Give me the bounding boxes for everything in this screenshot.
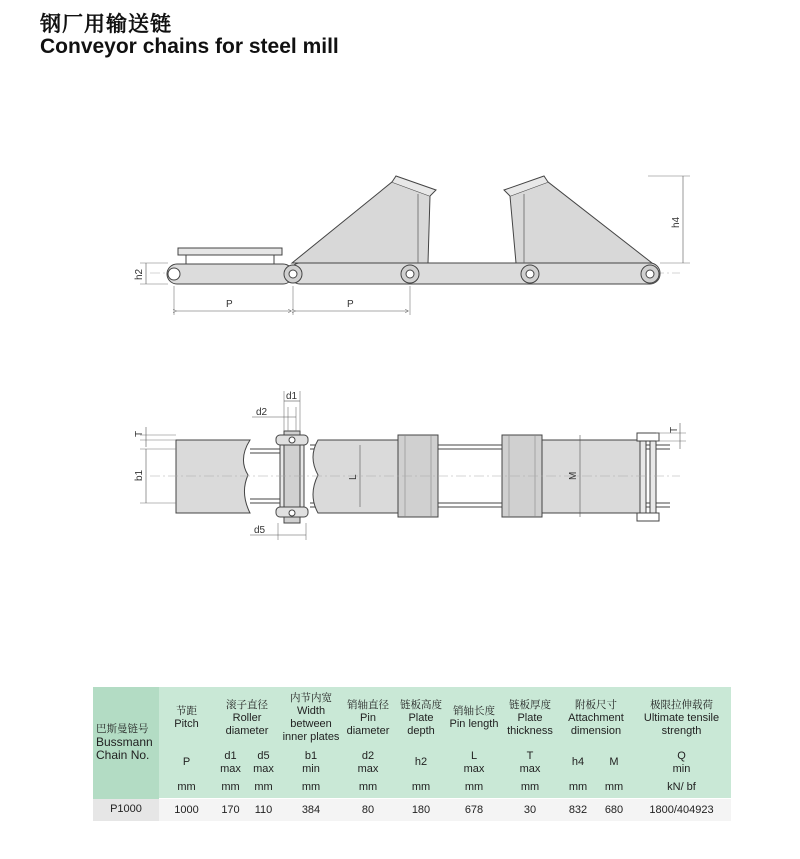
table-row bbox=[93, 799, 731, 822]
symbol-cell: d1 max bbox=[214, 749, 247, 776]
unit-cell: mm bbox=[342, 776, 394, 799]
column-header-pin-dia: 销轴直径 Pin diameter bbox=[342, 687, 394, 749]
unit-cell: kN/ bf bbox=[632, 776, 731, 799]
unit-cell: mm bbox=[280, 776, 342, 799]
chain-no-cn: 巴斯曼链号 bbox=[96, 723, 149, 736]
page-title-cn: 钢厂用输送链 bbox=[40, 12, 172, 36]
column-header-plate-depth: 链板高度 Plate depth bbox=[394, 687, 448, 749]
dim-label-d5: d5 bbox=[254, 525, 266, 536]
unit-cell: mm bbox=[596, 776, 632, 799]
dim-label-d2: d2 bbox=[256, 407, 268, 418]
chain-plate-right bbox=[542, 440, 640, 513]
column-header-plate-thickness: 链板厚度 Plate thickness bbox=[500, 687, 560, 749]
data-cell: 180 bbox=[394, 799, 448, 822]
chain-no-header bbox=[93, 687, 159, 799]
roller bbox=[401, 265, 419, 283]
chain-no-en-2: Chain No. bbox=[96, 748, 150, 763]
column-header-roller: 滚子直径 Roller diameter bbox=[214, 687, 280, 749]
symbol-cell: P bbox=[159, 749, 214, 776]
roller bbox=[641, 265, 659, 283]
dim-label-l: L bbox=[348, 474, 359, 480]
symbol-cell: d2 max bbox=[342, 749, 394, 776]
flat-attachment-plate bbox=[178, 248, 282, 255]
data-cell: 680 bbox=[596, 799, 632, 822]
data-cell: 1800/404923 bbox=[632, 799, 731, 822]
chain-link-flat bbox=[167, 264, 293, 284]
roller bbox=[284, 265, 302, 283]
dim-label-h2: h2 bbox=[134, 268, 145, 280]
column-header-tensile: 极限拉伸载荷 Ultimate tensile strength bbox=[632, 687, 731, 749]
unit-cell: mm bbox=[247, 776, 280, 799]
symbol-cell: T max bbox=[500, 749, 560, 776]
triangle-attachment-left bbox=[292, 182, 430, 263]
symbol-cell: Q min bbox=[632, 749, 731, 776]
unit-cell: mm bbox=[214, 776, 247, 799]
symbol-cell: L max bbox=[448, 749, 500, 776]
column-header-pin-length: 销轴长度 Pin length bbox=[448, 687, 500, 749]
unit-cell: mm bbox=[394, 776, 448, 799]
roller-assembly bbox=[276, 431, 308, 523]
symbol-cell: b1 min bbox=[280, 749, 342, 776]
roller bbox=[521, 265, 539, 283]
data-cell: 80 bbox=[342, 799, 394, 822]
dim-label-b1: b1 bbox=[134, 469, 145, 481]
chain-plate-left bbox=[176, 440, 250, 513]
chain-link-middle bbox=[290, 263, 660, 284]
chain-no-en-1: Bussmann bbox=[96, 735, 153, 750]
data-cell: 30 bbox=[500, 799, 560, 822]
dim-label-p: P bbox=[226, 299, 233, 310]
column-header-pitch: 节距 Pitch bbox=[159, 687, 214, 749]
dim-label-t: T bbox=[134, 430, 145, 437]
data-cell: 1000 bbox=[159, 799, 214, 822]
data-cell: 110 bbox=[247, 799, 280, 822]
unit-cell: mm bbox=[560, 776, 596, 799]
symbol-cell: h2 bbox=[394, 749, 448, 776]
end-pin bbox=[168, 268, 180, 280]
symbol-cell: h4 bbox=[560, 749, 596, 776]
dim-label-h4: h4 bbox=[671, 216, 682, 228]
data-cell: 384 bbox=[280, 799, 342, 822]
page-title-en: Conveyor chains for steel mill bbox=[40, 35, 339, 58]
data-cell: 170 bbox=[214, 799, 247, 822]
spec-table bbox=[93, 687, 731, 821]
triangle-attachment-right bbox=[510, 182, 652, 263]
symbol-cell: d5 max bbox=[247, 749, 280, 776]
data-cell: 832 bbox=[560, 799, 596, 822]
data-cell: 678 bbox=[448, 799, 500, 822]
column-header-width: 内节内宽 Width between inner plates bbox=[280, 687, 342, 749]
dim-label-d1: d1 bbox=[286, 391, 298, 402]
dim-label-m: M bbox=[568, 471, 579, 480]
top-view-drawing bbox=[0, 385, 800, 555]
column-header-attachment: 附板尺寸 Attachment dimension bbox=[560, 687, 632, 749]
unit-cell: mm bbox=[159, 776, 214, 799]
unit-cell: mm bbox=[448, 776, 500, 799]
dim-label-p: P bbox=[347, 299, 354, 310]
chain-no-cell: P1000 bbox=[93, 799, 159, 822]
symbol-cell: M bbox=[596, 749, 632, 776]
unit-cell: mm bbox=[500, 776, 560, 799]
dim-label-t: T bbox=[669, 426, 680, 433]
